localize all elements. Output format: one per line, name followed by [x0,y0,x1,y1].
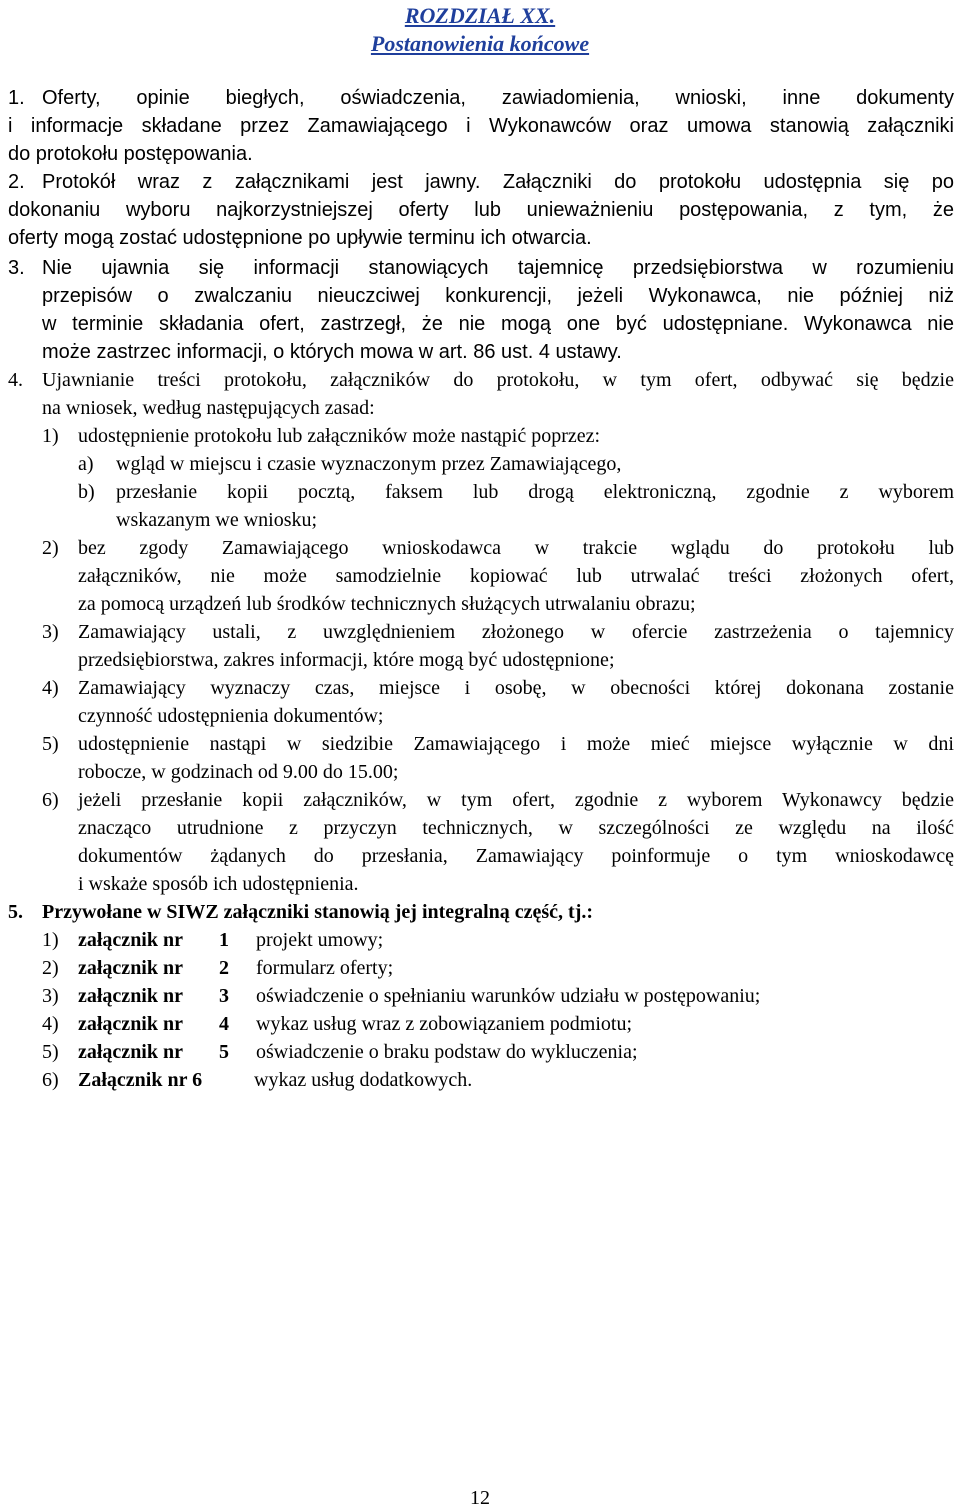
attachment-label: Załącznik nr 6 [78,1069,203,1091]
attachment-no: 1 [219,929,229,951]
paragraph-line: przepisów o zwalczaniu nieuczciwej konkurencji, jeżeli Wykonawca, nie później niż [42,285,954,307]
list-item-number: 1) [42,425,59,447]
list-item-text: czynność udostępnienia dokumentów; [78,705,384,727]
attachment-text: wykaz usług dodatkowych. [254,1069,473,1091]
sub-item-number: b) [78,481,95,503]
list-item-number: 6) [42,789,59,811]
attachment-no: 3 [219,985,229,1007]
list-item-text: bez zgody Zamawiającego wnioskodawca w trakcie wglądu do protokołu lub [78,537,954,559]
paragraph-line: w terminie składania ofert, zastrzegł, że nie mogą one być udostępniane. Wykonawca nie [42,313,954,335]
list-item-text: Zamawiający wyznaczy czas, miejsce i osobę, w obecności której dokonana zostanie [78,677,954,699]
attachment-text: projekt umowy; [256,929,384,951]
list-item-text: załączników, nie może samodzielnie kopiować lub utrwalać treści złożonych ofert, [78,565,954,587]
list-item-text: udostępnienie nastąpi w siedzibie Zamawiającego i może mieć miejsce wyłącznie w dni [78,733,954,755]
list-item-text: dokumentów żądanych do przesłania, Zamawiający poinformuje o tym wnioskodawcę [78,845,954,867]
paragraph-line: dokonaniu wyboru najkorzystniejszej oferty lub unieważnieniu postępowania, z tym, że [8,199,954,221]
paragraph-line: i informacje składane przez Zamawiającego i Wykonawców oraz umowa stanowią załączniki [8,115,954,137]
list-item-text: za pomocą urządzeń lub środków technicznych służących utrwalaniu obrazu; [78,593,696,615]
list-item-text: udostępnienie protokołu lub załączników może nastąpić poprzez: [78,425,601,447]
paragraph-number: 5. [8,901,23,923]
list-item-number: 4) [42,677,59,699]
sub-item-text: wskazanym we wniosku; [116,509,318,531]
page-number: 12 [470,1487,490,1509]
chapter-heading: ROZDZIAŁ XX. [404,3,556,28]
paragraph-number: 4. [8,369,23,391]
attachment-label: załącznik nr [78,957,183,979]
chapter-title: Postanowienia końcowe [370,31,590,56]
list-item-number: 2) [42,537,59,559]
paragraph-line: Ujawnianie treści protokołu, załączników do protokołu, w tym ofert, odbywać się będzie [42,369,954,391]
sub-item-text: wgląd w miejscu i czasie wyznaczonym przez Zamawiającego, [116,453,622,475]
paragraph-line: na wniosek, według następujących zasad: [42,397,375,419]
attachment-number: 3) [42,985,59,1007]
list-item-number: 5) [42,733,59,755]
paragraph-number: 2. [8,171,25,193]
attachment-label: załącznik nr [78,1013,183,1035]
attachment-text: oświadczenie o braku podstaw do wykluczenia; [256,1041,638,1063]
paragraph-line: może zastrzec informacji, o których mowa w art. 86 ust. 4 ustawy. [42,341,622,363]
attachment-number: 4) [42,1013,59,1035]
list-item-text: znacząco utrudnione z przyczyn technicznych, w szczególności ze względu na ilość [78,817,954,839]
attachment-number: 5) [42,1041,59,1063]
attachment-no: 2 [219,957,229,979]
attachment-number: 6) [42,1069,59,1091]
sub-item-number: a) [78,453,94,475]
paragraph-line: oferty mogą zostać udostępnione po upływie terminu ich otwarcia. [8,227,592,249]
attachment-no: 4 [219,1013,229,1035]
attachment-label: załącznik nr [78,1041,183,1063]
list-item-text: robocze, w godzinach od 9.00 do 15.00; [78,761,399,783]
list-item-text: jeżeli przesłanie kopii załączników, w tym ofert, zgodnie z wyborem Wykonawcy będzie [78,789,954,811]
list-item-text: Zamawiający ustali, z uwzględnieniem złożonego w ofercie zastrzeżenia o tajemnicy [78,621,954,643]
paragraph-line: Nie ujawnia się informacji stanowiących tajemnicę przedsiębiorstwa w rozumieniu [42,257,954,279]
attachment-label: załącznik nr [78,985,183,1007]
paragraph-line: do protokołu postępowania. [8,143,253,165]
attachment-text: wykaz usług wraz z zobowiązaniem podmiotu; [256,1013,632,1035]
paragraph-lead: Przywołane w SIWZ załączniki stanowią jej integralną część, tj.: [42,901,594,923]
list-item-text: przedsiębiorstwa, zakres informacji, które mogą być udostępnione; [78,649,615,671]
attachment-text: oświadczenie o spełnianiu warunków udziału w postępowaniu; [256,985,761,1007]
list-item-text: i wskaże sposób ich udostępnienia. [78,873,359,895]
attachment-no: 5 [219,1041,229,1063]
attachment-number: 2) [42,957,59,979]
list-item-number: 3) [42,621,59,643]
attachment-number: 1) [42,929,59,951]
sub-item-text: przesłanie kopii pocztą, faksem lub drogą elektroniczną, zgodnie z wyborem [116,481,954,503]
attachment-text: formularz oferty; [256,957,394,979]
paragraph-line: Protokół wraz z załącznikami jest jawny. Załączniki do protokołu udostępnia się po [42,171,954,193]
paragraph-number: 1. [8,87,25,109]
attachment-label: załącznik nr [78,929,183,951]
paragraph-number: 3. [8,257,25,279]
paragraph-line: Oferty, opinie biegłych, oświadczenia, zawiadomienia, wnioski, inne dokumenty [42,87,954,109]
